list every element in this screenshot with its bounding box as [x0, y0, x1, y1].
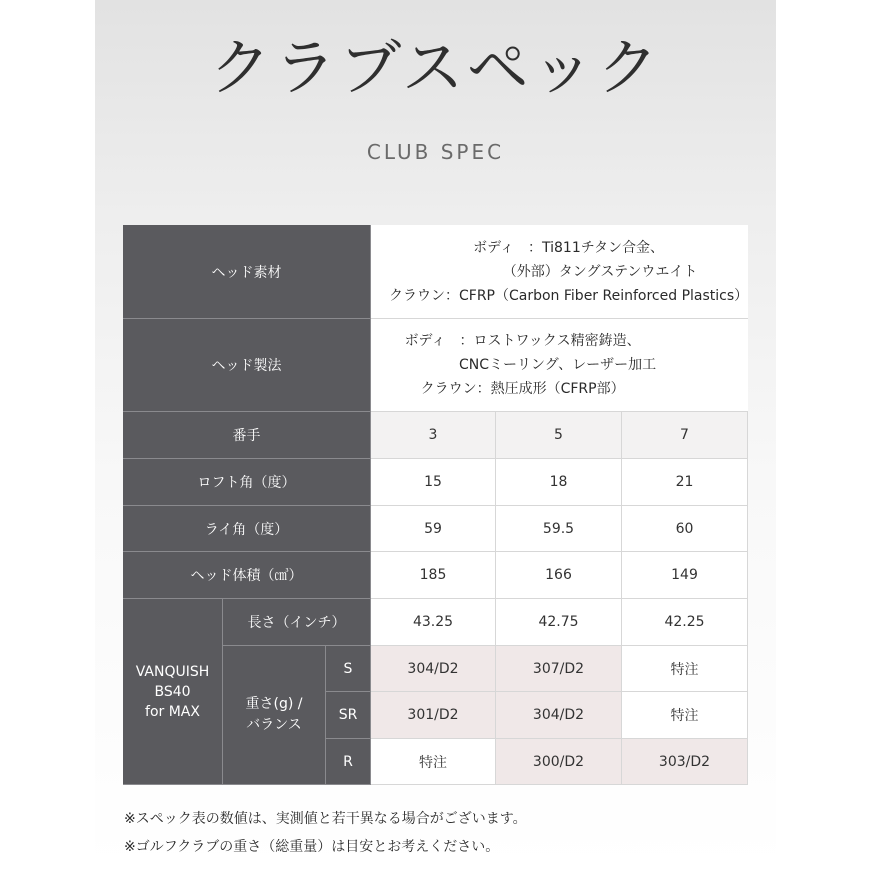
- weight-cell: 特注: [622, 646, 748, 692]
- head-method-line: クラウン：熱圧成形（CFRP部）: [420, 381, 625, 397]
- head-method-description: [371, 319, 748, 412]
- flex-label-r: R: [326, 739, 371, 785]
- weight-cell: 特注: [371, 739, 496, 785]
- row-label-volume: ヘッド体積（㎤）: [123, 552, 371, 599]
- length-cell: 42.75: [496, 599, 622, 646]
- loft-cell: 18: [496, 459, 622, 506]
- lie-cell: 59.5: [496, 506, 622, 552]
- row-label-number: 番手: [123, 412, 371, 459]
- head-method-line: ボディ ：ロストワックス精密鋳造、: [404, 333, 641, 349]
- head-material-line: ボディ ：Ti811チタン合金、: [473, 239, 665, 256]
- weight-cell: 303/D2: [622, 739, 748, 785]
- weight-label-line: バランス: [246, 717, 302, 733]
- volume-cell: 149: [622, 552, 748, 599]
- shaft-name-line: VANQUISH: [135, 663, 210, 680]
- length-cell: 42.25: [622, 599, 748, 646]
- loft-cell: 21: [622, 459, 748, 506]
- row-label-weight-balance: [223, 646, 326, 785]
- loft-cell: 15: [371, 459, 496, 506]
- lie-cell: 60: [622, 506, 748, 552]
- head-material-line: （外部）タングステンウエイト: [439, 263, 698, 280]
- head-material-line: クラウン：CFRP（Carbon Fiber Reinforced Plastics）: [389, 287, 749, 304]
- flex-label-s: S: [326, 646, 371, 692]
- number-cell: 7: [622, 412, 748, 459]
- weight-cell: 307/D2: [496, 646, 622, 692]
- head-method-line: CNCミーリング、レーザー加工: [389, 357, 657, 373]
- weight-cell: 304/D2: [371, 646, 496, 692]
- weight-cell: 301/D2: [371, 692, 496, 739]
- head-material-description: [371, 225, 748, 319]
- shaft-name: [123, 599, 223, 785]
- flex-label-sr: SR: [326, 692, 371, 739]
- row-label-head-method: ヘッド製法: [123, 319, 371, 412]
- row-label-head-material: ヘッド素材: [123, 225, 371, 319]
- number-cell: 5: [496, 412, 622, 459]
- volume-cell: 185: [371, 552, 496, 599]
- volume-cell: 166: [496, 552, 622, 599]
- number-cell: 3: [371, 412, 496, 459]
- page-title: クラブスペック: [209, 31, 662, 104]
- footnote: ※スペック表の数値は、実測値と若干異なる場合がございます。: [124, 811, 527, 827]
- row-label-loft: ロフト角（度）: [123, 459, 371, 506]
- shaft-name-line: for MAX: [145, 703, 200, 720]
- weight-cell: 300/D2: [496, 739, 622, 785]
- row-label-lie: ライ角（度）: [123, 506, 371, 552]
- lie-cell: 59: [371, 506, 496, 552]
- footnote: ※ゴルフクラブの重さ（総重量）は目安とお考えください。: [124, 839, 500, 855]
- weight-label-line: 重さ(g) /: [245, 696, 303, 712]
- page-subtitle: CLUB SPEC: [366, 140, 505, 164]
- length-cell: 43.25: [371, 599, 496, 646]
- weight-cell: 特注: [622, 692, 748, 739]
- shaft-name-line: BS40: [154, 683, 191, 700]
- weight-cell: 304/D2: [496, 692, 622, 739]
- row-label-length: 長さ（インチ）: [223, 599, 371, 646]
